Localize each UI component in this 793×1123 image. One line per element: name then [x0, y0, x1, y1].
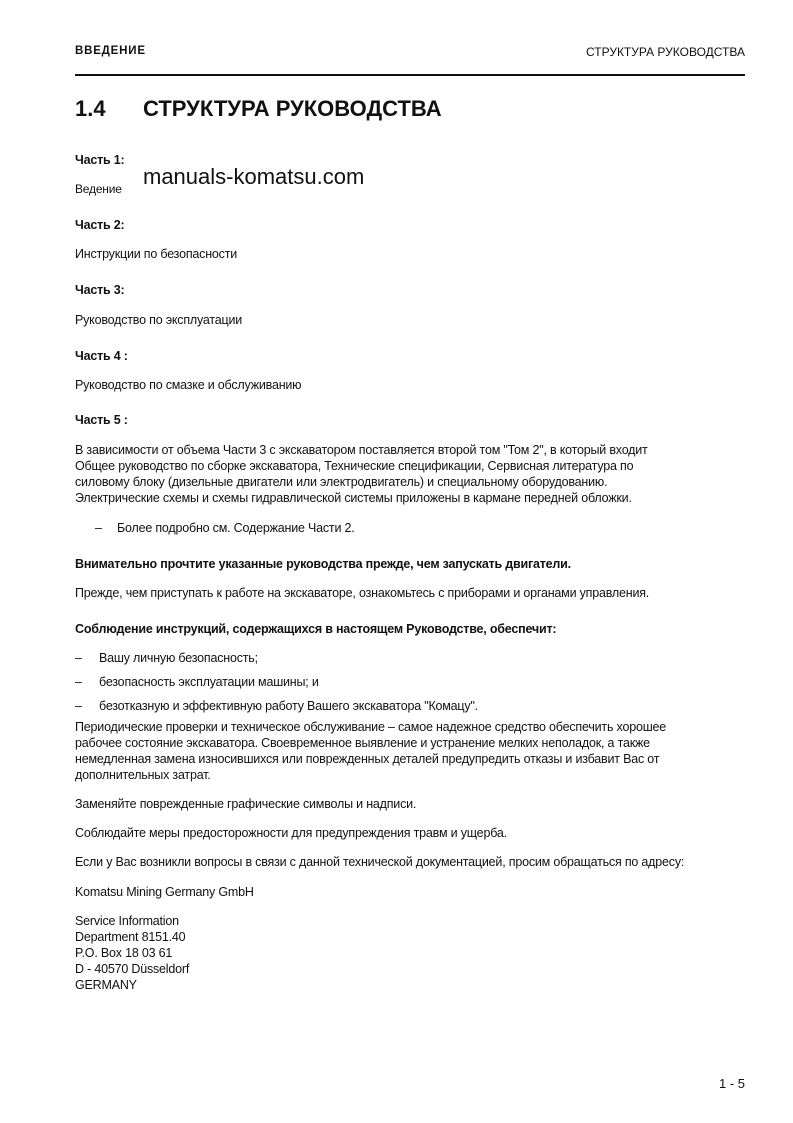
dash-bullet: – — [95, 521, 102, 535]
part-text: Руководство по эксплуатации — [75, 313, 243, 327]
contact-intro: Если у Вас возникли вопросы в связи с данной технической документацией, просим обращаться по адресу: — [75, 855, 685, 869]
header-section: ВВЕДЕНИЕ — [75, 45, 146, 57]
list-item-text: безопасность эксплуатации машины; и — [99, 675, 319, 689]
header-rule — [75, 74, 745, 76]
watermark: manuals-komatsu.com — [143, 164, 365, 189]
header-chapter: СТРУКТУРА РУКОВОДСТВА — [585, 45, 745, 59]
precautions-text: Соблюдайте меры предосторожности для предупреждения травм и ущерба. — [75, 826, 507, 840]
paragraph-line: немедленная замена износившихся или поврежденных деталей предупредить отказы и избавит Вас от — [75, 752, 660, 766]
address-line: D - 40570 Düsseldorf — [75, 962, 190, 976]
compliance-heading: Соблюдение инструкций, содержащихся в настоящем Руководстве, обеспечит: — [75, 622, 557, 636]
note-text: Более подробно см. Содержание Части 2. — [117, 521, 355, 535]
list-item — [75, 674, 319, 690]
replace-symbols-text: Заменяйте поврежденные графические символы и надписи. — [75, 797, 417, 811]
company-name: Komatsu Mining Germany GmbH — [75, 885, 254, 899]
address-line: Service Information — [75, 914, 179, 928]
dash-bullet: – — [75, 651, 82, 665]
section-title — [75, 96, 442, 122]
part-label: Часть 2: — [75, 218, 125, 232]
list-item-text: Вашу личную безопасность; — [99, 651, 258, 665]
list-item — [75, 650, 258, 666]
part-label: Часть 1: — [75, 153, 125, 167]
section-title-text: СТРУКТУРА РУКОВОДСТВА — [143, 96, 442, 121]
address-line: GERMANY — [75, 978, 137, 992]
paragraph-line: Общее руководство по сборке экскаватора, Технические спецификации, Сервисная литература по — [75, 459, 634, 473]
dash-bullet: – — [75, 675, 82, 689]
address-line: Department 8151.40 — [75, 930, 186, 944]
paragraph-line: Периодические проверки и техническое обслуживание – самое надежное средство обеспечить хорошее — [75, 720, 667, 734]
list-item-text: безотказную и эффективную работу Вашего экскаватора "Комацу". — [99, 699, 478, 713]
paragraph-line: Электрические схемы и схемы гидравлической системы приложены в кармане передней обложки. — [75, 491, 632, 505]
address-line: P.O. Box 18 03 61 — [75, 946, 173, 960]
warning-text: Внимательно прочтите указанные руководства прежде, чем запускать двигатели. — [75, 557, 571, 571]
paragraph-line: дополнительных затрат. — [75, 768, 211, 782]
part-text: Ведение — [75, 182, 122, 196]
part-text: Инструкции по безопасности — [75, 247, 238, 261]
part-label: Часть 4 : — [75, 349, 128, 363]
page-number: 1 - 5 — [718, 1076, 745, 1091]
part-label: Часть 3: — [75, 283, 125, 297]
section-number: 1.4 — [75, 96, 106, 121]
note-item — [95, 520, 355, 536]
paragraph-line: В зависимости от объема Части 3 с экскаватором поставляется второй том "Том 2", в который входит — [75, 443, 648, 457]
dash-bullet: – — [75, 699, 82, 713]
part-text: Руководство по смазке и обслуживанию — [75, 378, 302, 392]
paragraph-line: рабочее состояние экскаватора. Своевременное выявление и устранение мелких неполадок, а также — [75, 736, 650, 750]
paragraph-line: силовому блоку (дизельные двигатели или электродвигатель) и специальному оборудованию. — [75, 475, 608, 489]
list-item — [75, 698, 478, 714]
intro-text: Прежде, чем приступать к работе на экскаваторе, ознакомьтесь с приборами и органами управления. — [75, 586, 650, 600]
part-label: Часть 5 : — [75, 413, 128, 427]
